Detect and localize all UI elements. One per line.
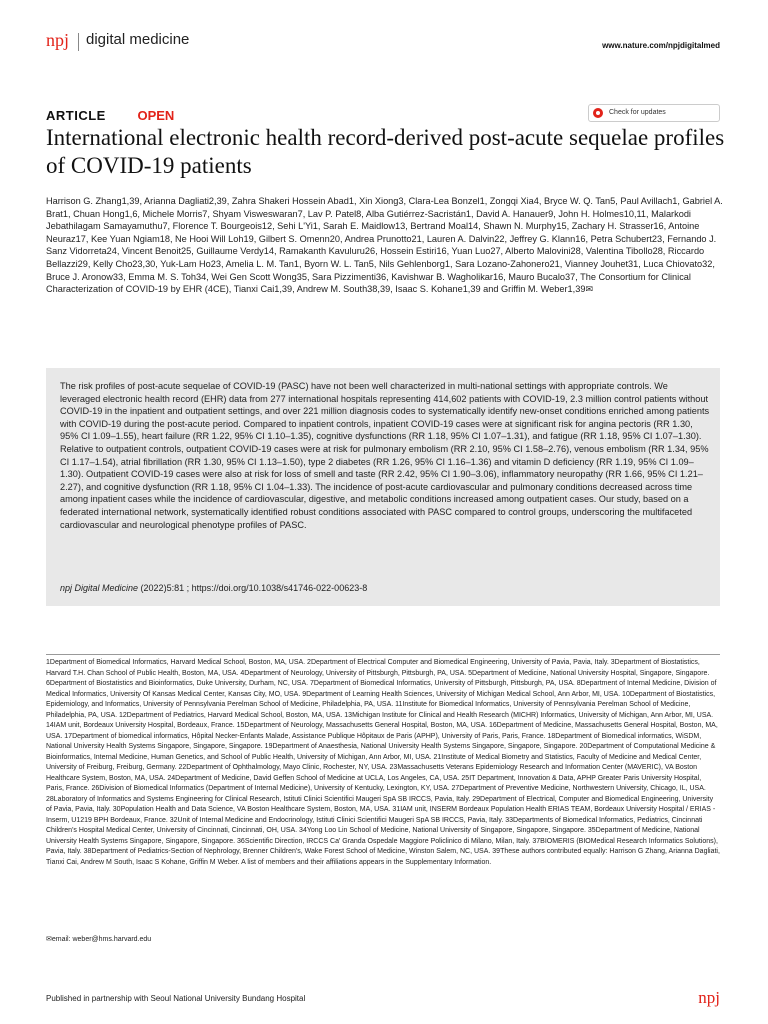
open-access-label: OPEN bbox=[137, 108, 175, 123]
article-type-row bbox=[46, 108, 174, 123]
affiliations-divider bbox=[46, 654, 720, 655]
check-updates-icon bbox=[593, 108, 603, 118]
author-list: Harrison G. Zhang1,39, Arianna Dagliati2,39, Zahra Shakeri Hossein Abad1, Xin Xiong3, Clara-Lea Bonzel1, Zongqi Xia4, Bryce W. Q. Tan5, Paul Avillach1, Gabriel A. Brat1, Chuan Hong1,6, Michele Morris7, Shyam Visweswaran7, Lav P. Patel8, Alba Gutiérrez-Sacristán1, David A. Hanauer9, John H. Holmes10,11, Malarkodi Jebathilagam Samayamuthu7, Florence T. Bourgeois12, Sehi L'Yi1, Sarah E. Maidlow13, Bertrand Moal14, Shawn N. Murphy15, Zachary H. Strasser16, Antoine Neuraz17, Kee Yuan Ngiam18, Ne Hooi Will Loh19, Gilbert S. Omenn20, Andrea Prunotto21, Lauren A. Dalvin22, Jeffrey G. Klann16, Petra Schubert23, Fernando J. Sanz Vidorreta24, Vincent Benoit25, Guillaume Verdy14, Ramakanth Kavuluru26, Hossein Estiri16, Yuan Luo27, Alberto Malovini28, Valentina Tibollo28, Riccardo Bellazzi29, Kelly Cho23,30, Yuk-Lam Ho23, Amelia L. M. Tan1, Byorn W. L. Tan5, Nils Gehlenborg1, Sara Lozano-Zahonero21, Vianney Jouhet31, Luca Chiovato32, Bruce J. Aronow33, Emma M. S. Toh34, Wei Gen Scott Wong35, Sara Pizzimenti36, Kavishwar B. Wagholikar16, Mauro Bucalo37, The Consortium for Clinical Characterization of COVID-19 by EHR (4CE), Tianxi Cai1,39, Andrew M. South38,39, Isaac S. Kohane1,39 and Griffin M. Weber1,39✉ bbox=[46, 196, 723, 295]
journal-name[interactable]: digital medicine bbox=[86, 31, 190, 48]
article-title: International electronic health record-derived post-acute sequelae profiles of COVID-19 patients bbox=[46, 125, 725, 178]
citation-journal: npj Digital Medicine bbox=[60, 583, 139, 593]
abstract-box bbox=[46, 368, 720, 606]
footer-npj-logo: npj bbox=[698, 988, 720, 1007]
citation-line bbox=[60, 583, 367, 593]
abstract-text: The risk profiles of post-acute sequelae of COVID-19 (PASC) have not been well characterized in multi-national settings with appropriate controls. We leveraged electronic health record (EHR) data from 277 international hospitals representing 414,602 patients with COVID-19, 2.3 million control patients without COVID-19 in the inpatient and outpatient settings, and over 221 million diagnosis codes to systematically identify new-onset conditions enriched among patients with COVID-19 during the post-acute period. Compared to inpatient controls, inpatient COVID-19 cases were at significant risk for angina pectoris (RR 1.30, 95% CI 1.09–1.55), heart failure (RR 1.22, 95% CI 1.10–1.35), cognitive dysfunctions (RR 1.18, 95% CI 1.07–1.31), and fatigue (RR 1.18, 95% CI 1.07–1.30). Relative to outpatient controls, outpatient COVID-19 cases were at risk for pulmonary embolism (RR 2.10, 95% CI 1.58–2.76), venous embolism (RR 1.34, 95% CI 1.17–1.54), atrial fibrillation (RR 1.30, 95% CI 1.13–1.50), type 2 diabetes (RR 1.26, 95% CI 1.16–1.36) and vitamin D deficiency (RR 1.19, 95% CI 1.09–1.30). Outpatient COVID-19 cases were also at risk for loss of smell and taste (RR 2.42, 95% CI 1.90–3.06), inflammatory neuropathy (RR 1.66, 95% CI 1.21–2.27), and cognitive dysfunction (RR 1.18, 95% CI 1.04–1.33). The incidence of post-acute cardiovascular and pulmonary conditions decreased across time among inpatient cases while the incidence of cardiovascular, digestive, and metabolic conditions increased among outpatient cases. Our study, based on a federated international network, systematically identified robust conditions associated with PASC compared to control groups, underscoring the multifaceted cardiovascular and neurological phenotype profiles of PASC. bbox=[60, 381, 710, 530]
article-type-label: ARTICLE bbox=[46, 108, 106, 123]
footer-partnership: Published in partnership with Seoul National University Bundang Hospital bbox=[46, 994, 306, 1003]
check-updates-button[interactable] bbox=[588, 104, 720, 122]
affiliations-text: 1Department of Biomedical Informatics, Harvard Medical School, Boston, MA, USA. 2Department of Electrical Computer and Biomedical Engineering, University of Pavia, Pavia, Italy. 3Department of Biostatistics, Harvard T.H. Chan School of Public Health, Boston, MA, USA. 4Department of Neurology, University of Pittsburgh, Pittsburgh, PA, USA. 5Department of Medicine, National University Hospital, Singapore, Singapore. 6Department of Biostatistics and Bioinformatics, Duke University, Durham, NC, USA. 7Department of Biomedical Informatics, University of Pittsburgh, Pittsburgh, PA, USA. 8Department of Internal Medicine, Division of Medical Informatics, University Of Kansas Medical Center, Kansas City, MO, USA. 9Department of Learning Health Sciences, University of Michigan Medical School, Ann Arbor, MI, USA. 10Department of Biostatistics, Epidemiology, and Informatics, University of Pennsylvania Perelman School of Medicine, Philadelphia, PA, USA. 11Institute for Biomedical Informatics, University of Pennsylvania Perelman School of Medicine, Philadelphia, PA, USA. 12Department of Pediatrics, Harvard Medical School, Boston, MA, USA. 13Michigan Institute for Clinical and Health Research (MICHR) Informatics, University of Michigan, Ann Arbor, MI, USA. 14IAM unit, Bordeaux University Hospital, Bordeaux, France. 15Department of Neurology, Massachusetts General Hospital, Boston, MA, USA. 16Department of Medicine, Massachusetts General Hospital, Boston, MA, USA. 17Department of biomedical informatics, Hôpital Necker-Enfants Malade, Assistance Publique Hôpitaux de Paris (APHP), University of Paris, Paris, France. 18Department of Biomedical informatics, WiSDM, National University Health Systems Singapore, Singapore, Singapore. 19Department of Anaesthesia, National University Health Systems Singapore, Singapore, Singapore. 20Department of Computational Medicine & Bioinformatics, Internal Medicine, Human Genetics, and School of Public Health, University of Michigan, Ann Arbor, MI, USA. 21Institute of Medical Biometry and Statistics, Faculty of Medicine and Medical Center, University of Freiburg, Freiburg, Germany. 22Department of Ophthalmology, Mayo Clinic, Rochester, NY, USA. 23Massachusetts Veterans Epidemiology Research and Information Center (MAVERIC), VA Boston Healthcare System, Boston, MA, USA. 24Department of Medicine, David Geffen School of Medicine at UCLA, Los Angeles, CA, USA. 25IT Department, Innovation & Data, APHP Greater Paris University Hospital, Paris, France. 26Division of Biomedical Informatics (Department of Internal Medicine), University of Kentucky, Lexington, KY, USA. 27Department of Preventive Medicine, Northwestern University, Chicago, IL, USA. 28Laboratory of Informatics and Systems Engineering for Clinical Research, Istituti Clinici Scientifici Maugeri SpA SB IRCCS, Pavia, Italy. 29Department of Electrical, Computer and Biomedical Engineering, University of Pavia, Pavia, Italy. 30Population Health and Data Science, VA Boston Healthcare System, Boston, MA, USA. 31IAM unit, INSERM Bordeaux Population Health ERIAS TEAM, Bordeaux University Hospital / ERIAS - Inserm, U1219 BPH Bordeaux, France. 32Unit of Internal Medicine and Endocrinology, Istituti Clinici Scientifici Maugeri SpA SB IRCCS, Pavia, Italy. 33Departments of Biomedical Informatics, Pediatrics, Cincinnati Children's Hospital Medical Center, University of Cincinnati, Cincinnati, OH, USA. 34Yong Loo Lin School of Medicine, National University of Singapore, Singapore, Singapore. 35Department of Medicine, National University Health Systems Singapore, Singapore, Singapore. 36Scientific Direction, IRCCS Ca' Granda Ospedale Maggiore Policlinico di Milano, Milan, Italy. 37BIOMERIS (BIOMedical Research Informatics Solutions), Pavia, Italy. 38Department of Pediatrics-Section of Nephrology, Brenner Children's, Wake Forest School of Medicine, Winston Salem, NC, USA. 39These authors contributed equally: Harrison G Zhang, Arianna Dagliati, Tianxi Cai, Andrew M South, Isaac S Kohane, Griffin M Weber. A list of members and their affiliations appears in the Supplementary Information. bbox=[46, 659, 720, 866]
npj-logo[interactable]: npj bbox=[46, 30, 70, 50]
check-updates-label: Check for updates bbox=[609, 109, 666, 116]
citation-doi-link[interactable]: (2022)5:81 ; https://doi.org/10.1038/s41746-022-00623-8 bbox=[138, 583, 368, 593]
journal-header bbox=[46, 30, 720, 56]
journal-url-link[interactable]: www.nature.com/npjdigitalmed bbox=[602, 41, 720, 50]
correspondence-email[interactable]: ✉email: weber@hms.harvard.edu bbox=[46, 936, 152, 943]
header-divider bbox=[78, 33, 79, 51]
